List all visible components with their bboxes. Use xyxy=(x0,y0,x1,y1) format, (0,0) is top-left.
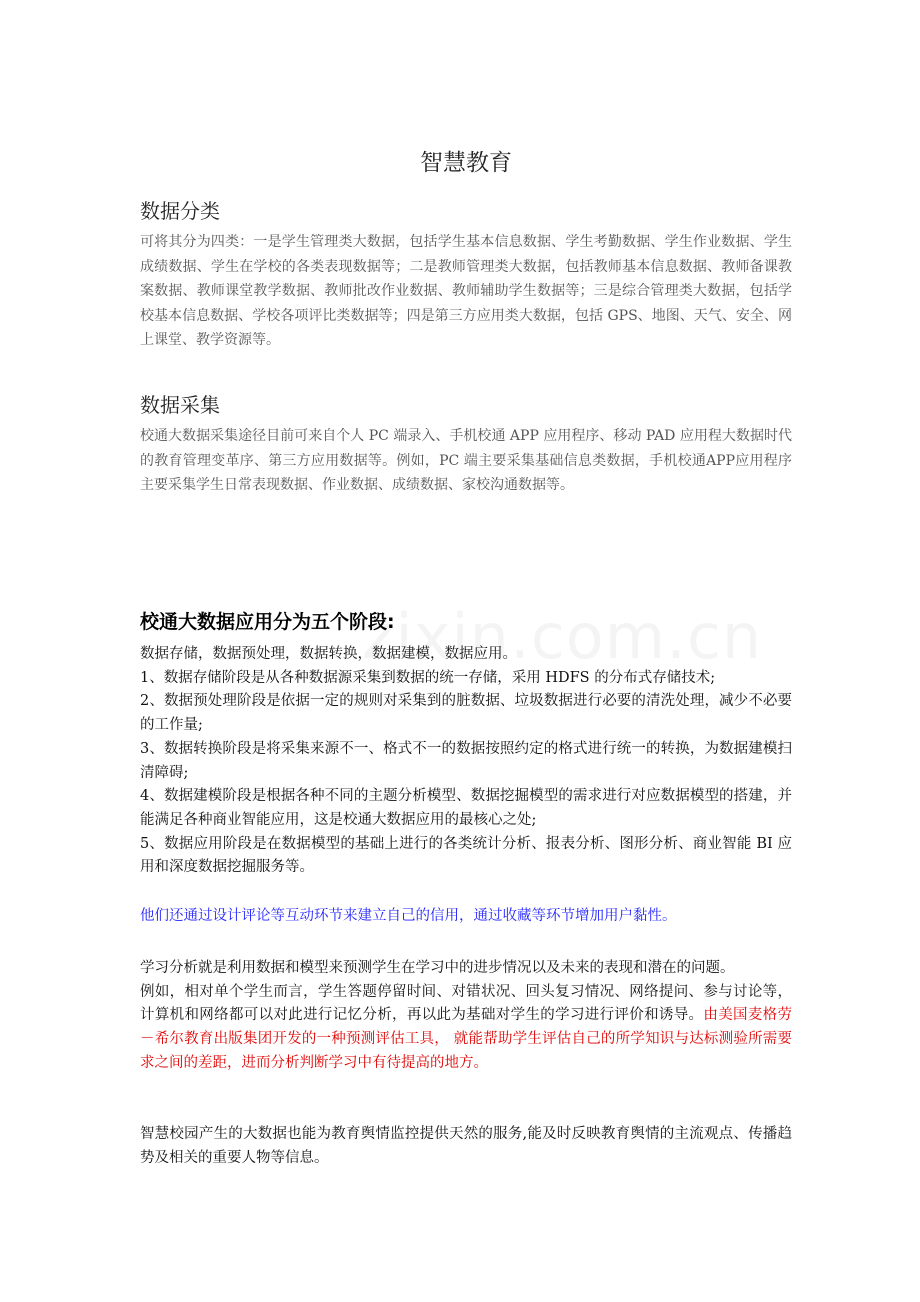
stage-item-5: 5、数据应用阶段是在数据模型的基础上进行的各类统计分析、报表分析、图形分析、商业智能 BI 应用和深度数据挖掘服务等。 xyxy=(140,835,792,876)
document-title: 智慧教育 xyxy=(420,150,512,176)
stage-item-1: 1、数据存储阶段是从各种数据源采集到数据的统一存储，采用 HDFS 的分布式存储技术; xyxy=(140,669,716,686)
paragraph-trust-note: 他们还通过设计评论等互动环节来建立自己的信用，通过收藏等环节增加用户黏性。 xyxy=(140,908,677,924)
highlighted-text: 由美国麦格劳－希尔教育出版集团开发的一种预测评估工具， 就能帮助学生评估自己的所学知识与达标测验所需要求之间的差距，进而分析判断学习中有待提高的地方。 xyxy=(140,1007,793,1071)
stage-item-2: 2、数据预处理阶段是依据一定的规则对采集到的脏数据、垃圾数据进行必要的清洗处理，减少不必要的工作量; xyxy=(140,693,792,734)
paragraph-classification: 可将其分为四类：一是学生管理类大数据，包括学生基本信息数据、学生考勤数据、学生作业数据、学生成绩数据、学生在学校的各类表现数据等；二是教师管理类大数据，包括教师基本信息数据、教师备课教案数据、教师课堂教学数据、教师批改作业数据、教师辅助学生数据等；三是综合管理类大数据，包括学校基本信息数据、学校各项评比类数据等；四是第三方应用类大数据，包括 GPS、地图、天气、安全、网上课堂、教学资源等。 xyxy=(140,234,792,348)
stages-list xyxy=(140,643,792,880)
paragraph-collection: 校通大数据采集途径目前可来自个人 PC 端录入、手机校通 APP 应用程序、移动 PAD 应用程大数据时代的教育管理变革序、第三方应用数据等。例如，PC 端主要采集基础信息类数据，手机校通APP应用程序主要采集学生日常表现数据、作业数据、成绩数据、家校沟通数据等。 xyxy=(140,428,792,493)
learning-analytics-definition: 学习分析就是利用数据和模型来预测学生在学习中的进步情况以及未来的表现和潜在的问题。 xyxy=(140,960,735,976)
document-page xyxy=(140,0,792,1302)
heading-collection: 数据采集 xyxy=(140,393,220,417)
heading-classification: 数据分类 xyxy=(140,199,220,223)
stages-intro: 数据存储，数据预处理，数据转换，数据建模，数据应用。 xyxy=(140,646,517,662)
heading-stages: 校通大数据应用分为五个阶段: xyxy=(140,611,395,633)
paragraph-public-opinion: 智慧校园产生的大数据也能为教育舆情监控提供天然的服务,能及时反映教育舆情的主流观点、传播趋势及相关的重要人物等信息。 xyxy=(140,1126,792,1166)
paragraph-learning-analytics xyxy=(140,957,792,1076)
example-text: 例如，相对单个学生而言，学生答题停留时间、对错状况、回头复习情况、网络提问、参与讨论等，计算机和网络都可以对此进行记忆分析，再以此为基础对学生的学习进行评价和诱导。 xyxy=(140,983,792,1024)
stage-item-3: 3、数据转换阶段是将采集来源不一、格式不一的数据按照约定的格式进行统一的转换，为数据建模扫清障碍; xyxy=(140,740,792,781)
stage-item-4: 4、数据建模阶段是根据各种不同的主题分析模型、数据挖掘模型的需求进行对应数据模型的搭建，并能满足各种商业智能应用，这是校通大数据应用的最核心之处; xyxy=(140,788,792,828)
learning-analytics-example xyxy=(140,981,792,1076)
